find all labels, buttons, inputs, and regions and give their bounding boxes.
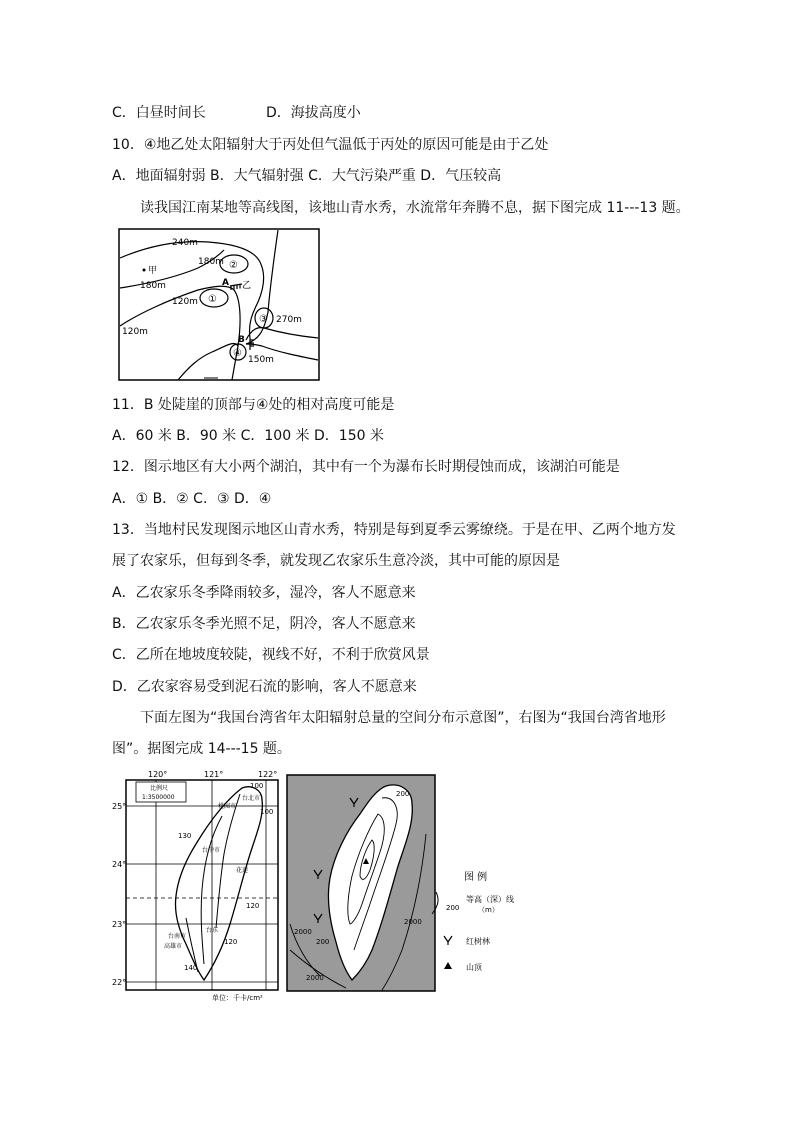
- place-tainan: 台南市: [168, 933, 187, 940]
- contour-label-270: 270m: [276, 315, 302, 325]
- place-kaohsiung: 高雄市: [164, 943, 183, 950]
- terrain-label-200-west: 200: [316, 938, 330, 946]
- q10-options: A．地面辐射弱 B．大气辐射强 C．大气污染严重 D．气压较高: [112, 168, 502, 184]
- q12-options: A．① B．② C．③ D．④: [112, 491, 272, 507]
- contour-label-180-top: 180m: [198, 257, 224, 267]
- legend-mangrove-label: 红树林: [466, 937, 490, 946]
- terrain-label-2000-west: 2000: [294, 928, 312, 936]
- cliff-a-label: A: [222, 278, 229, 288]
- place-taoyuan: 桃园市: [218, 803, 237, 810]
- lake-label-4: ④: [233, 348, 242, 359]
- lon-label-120: 120°: [148, 770, 168, 779]
- legend-peak-label: 山顶: [466, 963, 482, 972]
- contour-label-150: 150m: [248, 355, 274, 365]
- place-taitung: 台东: [206, 927, 219, 934]
- terrain-label-2000-east: 2000: [404, 918, 422, 926]
- taiwan-terrain-map: [286, 774, 436, 992]
- q13-option-c: C．乙所在地坡度较陡，视线不好，不利于欣赏风景: [112, 647, 430, 663]
- contour-label-240: 240m: [172, 238, 198, 248]
- contour-label-180-left: 180m: [140, 281, 166, 291]
- lat-label-25: 25°: [112, 802, 127, 811]
- iso-label-120: 120: [224, 938, 238, 946]
- intro-14-15-line1: 下面左图为“我国台湾省年太阳辐射总量的空间分布示意图”，右图为“我国台湾省地形: [140, 710, 666, 726]
- intro-14-15-line2: 图”。据图完成 14---15 题。: [112, 741, 291, 757]
- intro-11-13: 读我国江南某地等高线图，该地山青水秀，水流常年奔腾不息，据下图完成 11---13 题。: [140, 200, 690, 216]
- q13-stem-line2: 展了农家乐，但每到冬季，就发现乙农家乐生意冷淡，其中可能的原因是: [112, 553, 560, 569]
- iso-label-120-east: 120: [246, 902, 260, 910]
- place-hualien: 花莲: [236, 867, 249, 874]
- mangrove-icon: [444, 936, 452, 945]
- terrain-label-200-north: 200: [396, 790, 410, 798]
- contour-map-frame: [119, 229, 319, 380]
- place-taipei: 台北市: [242, 795, 261, 802]
- lake-label-1: ①: [208, 294, 217, 305]
- lat-label-22: 22°: [112, 978, 127, 987]
- q13-stem-line1: 13．当地村民发现图示地区山青水秀，特别是每到夏季云雾缭绕。于是在甲、乙两个地方发: [112, 522, 676, 538]
- q11-options: A．60 米 B．90 米 C．100 米 D．150 米: [112, 428, 384, 444]
- jia-label: 甲: [148, 266, 158, 276]
- contour-label-120-left: 120m: [122, 327, 148, 337]
- cliff-b-label: B: [238, 335, 245, 345]
- scale-title: 比例尺: [150, 785, 169, 792]
- lake-label-3: ③: [259, 314, 268, 325]
- legend-contour-sample-value: 200: [446, 904, 460, 912]
- lat-label-23: 23°: [112, 920, 127, 929]
- q11-stem: 11．B 处陡崖的顶部与④处的相对高度可能是: [112, 397, 395, 413]
- q10-stem: 10．④地乙处太阳辐射大于丙处但气温低于丙处的原因可能是由于乙处: [112, 137, 549, 153]
- peak-icon: [444, 962, 452, 969]
- place-taichung: 台中市: [202, 847, 221, 854]
- lake-label-2: ②: [229, 260, 238, 271]
- contour-map: [118, 228, 320, 381]
- legend-contour-sample-line: [432, 892, 438, 914]
- iso-label-100-top: 100: [250, 782, 264, 790]
- q9-option-d: D．海拔高度小: [266, 105, 361, 121]
- q13-option-a: A．乙农家乐冬季降雨较多，湿冷，客人不愿意来: [112, 585, 416, 601]
- terrain-label-2000-south: 2000: [306, 974, 324, 982]
- lon-label-121: 121°: [204, 770, 224, 779]
- q12-stem: 12．图示地区有大小两个湖泊，其中有一个为瀑布长时期侵蚀而成，该湖泊可能是: [112, 459, 620, 475]
- q13-option-d: D．乙农家容易受到泥石流的影响，客人不愿意来: [112, 679, 417, 695]
- iso-label-140: 140: [184, 964, 198, 972]
- legend-contour-unit: （m）: [478, 906, 499, 914]
- scale-value: 1:3500000: [142, 794, 175, 801]
- iso-label-130: 130: [178, 832, 192, 840]
- q13-option-b: B．乙农家乐冬季光照不足，阴冷，客人不愿意来: [112, 616, 416, 632]
- q9-option-c: C．白昼时间长: [112, 105, 206, 121]
- lon-label-122: 122°: [258, 770, 278, 779]
- yi-label: 乙: [242, 281, 252, 291]
- contour-label-120-lake: 120m: [172, 297, 198, 307]
- lat-label-24: 24°: [112, 860, 127, 869]
- jia-point-marker: [143, 269, 146, 272]
- taiwan-radiation-map: [112, 768, 284, 1003]
- legend-title: 图 例: [464, 872, 488, 883]
- terrain-legend: [430, 866, 540, 978]
- legend-contour-label: 等高（深）线: [466, 895, 514, 904]
- iso-label-100-right: 100: [260, 808, 274, 816]
- radiation-unit-label: 单位：千卡/cm²: [212, 994, 263, 1002]
